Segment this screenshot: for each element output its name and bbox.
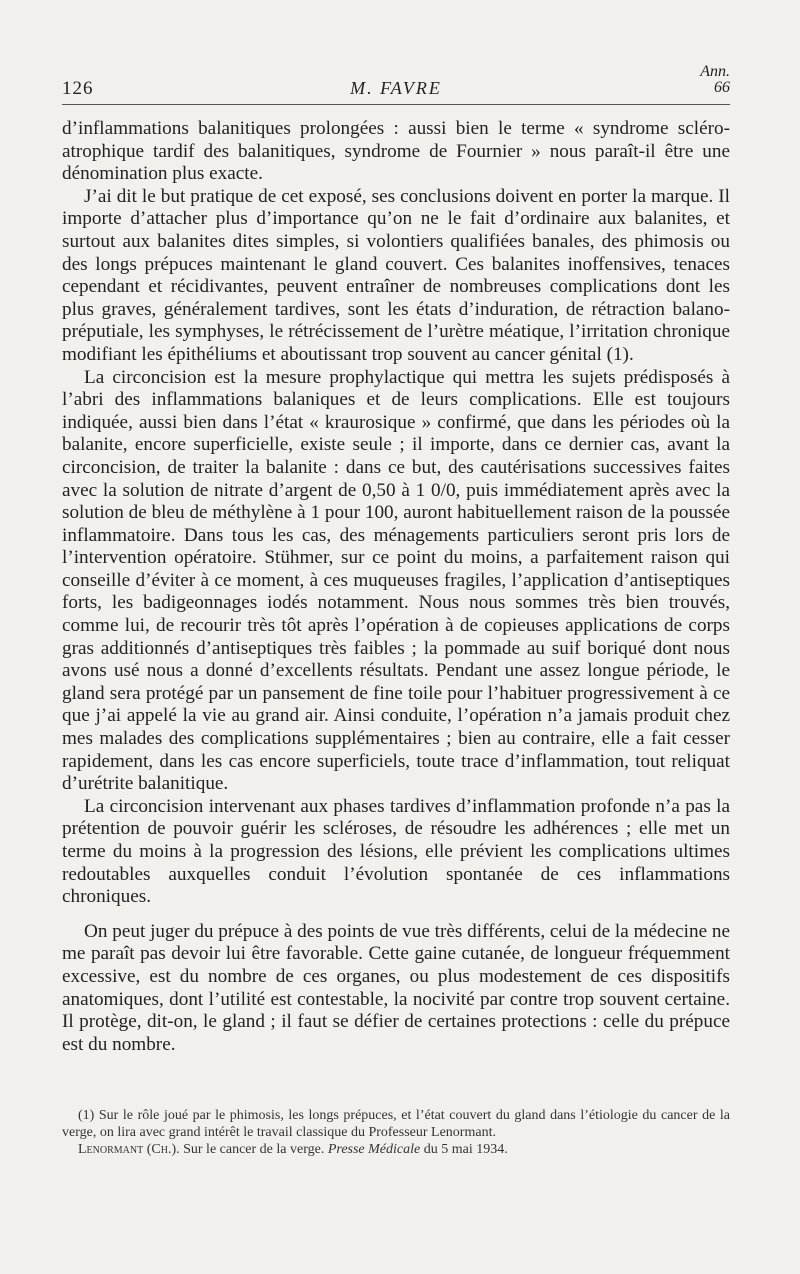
paragraph: On peut juger du prépuce à des points de vue très différents, celui de la médecine ne me paraît pas devoir lui être favorable. Cette gaine cutanée, de longueur fréquemment excessive, est du nombre de ces organes, ou plus modestement de ces dispositifs anatomiques, dont l’utilité est contestable, la nocivité par contre trop souvent certaine. Il protège, dit-on, le gland ; il faut se défier de certaines protections : celle du prépuce est du nombre. [62,920,730,1055]
footnote-1: (1) Sur le rôle joué par le phimosis, les longs prépuces, et l’état couvert du gland dans l’étiologie du cancer de la verge, on lira avec grand intérêt le travail classique du Professeur Lenormant. [62,1108,730,1140]
header-rule [62,104,730,105]
reference-journal: Presse Médicale [327,1142,421,1157]
volume-number: 66 [714,79,730,96]
page-number: 126 [62,78,94,99]
reference-date: du 5 mai 1934. [423,1142,508,1157]
footnotes [62,1107,730,1158]
footnote-reference [62,1141,730,1158]
paragraph: J’ai dit le but pratique de cet exposé, ses conclusions doivent en porter la marque. Il importe d’attacher plus d’importance qu’on ne le fait d’ordinaire aux balanites, et surtout aux balanites dites simples, si volontiers qualifiées banales, des phimosis ou des longs prépuces maintenant le gland couvert. Ces balanites inoffensives, tenaces cependant et récidivantes, peuvent entraîner de nombreuses complications dont les plus graves, généralement tardives, sont les états d’induration, de rétraction balano-préputiale, les symphyses, le rétrécissement de l’urètre méatique, l’irritation chronique modifiant les épithéliums et aboutissant trop souvent au cancer génital (1). [62,185,730,365]
journal-abbrev: Ann. [700,63,730,80]
paragraph: d’inflammations balanitiques prolongées : aussi bien le terme « syndrome scléro-atrophique tardif des balanitiques, syndrome de Fournier » nous paraît-il être une dénomination plus exacte. [62,118,730,185]
paragraph: La circoncision intervenant aux phases tardives d’inflammation profonde n’a pas la prétention de pouvoir guérir les scléroses, de résoudre les adhérences ; elle met un terme du moins à la progression des lésions, elle prévient les complications ultimes redoutables auxquelles conduit l’évolution spontanée de ces inflammations chroniques. [62,795,730,908]
running-header [62,62,730,102]
paragraph: La circoncision est la mesure prophylactique qui mettra les sujets prédisposés à l’abri des inflammations balaniques et de leurs complications. Elle est toujours indiquée, aussi bien dans l’état « kraurosique » confirmé, que dans les périodes où la balanite, encore superficielle, existe seule ; il importe, dans ce dernier cas, avant la circoncision, de traiter la balanite : dans ce but, des cautérisations successives faites avec la solution de nitrate d’argent de 0,50 à 1 0/0, puis immédiatement après avec la solution de bleu de méthylène à 1 pour 100, auront habituellement raison de la poussée inflammatoire. Dans tous les cas, des ménagements particuliers seront pris lors de l’intervention opératoire. Stühmer, sur ce point du moins, a parfaitement raison qui conseille d’éviter à ce moment, à ces muqueuses fragiles, l’application d’antiseptiques forts, les badigeonnages iodés notamment. Nous nous sommes très bien trouvés, comme lui, de recourir très tôt après l’opération à de copieuses applications de corps gras additionnés d’antiseptiques très faibles ; la pommade au suif boriqué dont nous avons usé nous a donné d’excellents résultats. Pendant une assez longue période, le gland sera protégé par un pansement de fine toile pour l’habituer progressivement à ce que j’ai appelé la vie au grand air. Ainsi conduite, l’opération n’a jamais produit chez mes malades des complications supplémentaires ; bien au contraire, elle a fait cesser rapidement, dans les cas encore superficiels, toute trace d’inflammation, tout reliquat d’urétrite balanitique. [62,366,730,795]
running-author: M. FAVRE [350,78,442,98]
journal-volume [700,64,730,96]
body-text [62,118,730,1056]
reference-title: Sur le cancer de la verge. [183,1142,325,1157]
reference-author: Lenormant (Ch.). [78,1142,180,1157]
